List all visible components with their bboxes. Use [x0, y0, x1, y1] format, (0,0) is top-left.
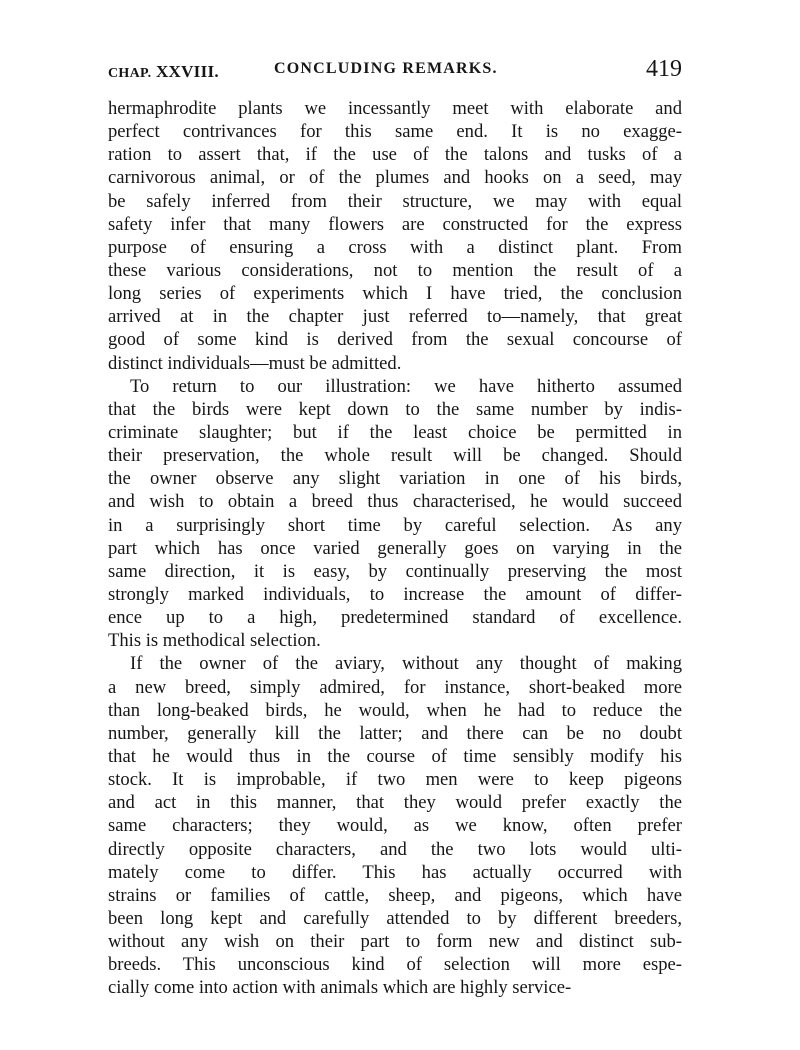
text-line: To return to our illustration: we have hitherto assumed: [130, 375, 682, 397]
text-line: This is methodical selection.: [108, 630, 321, 652]
text-line: number, generally kill the latter; and there can be no doubt: [108, 722, 682, 744]
text-line: stock. It is improbable, if two men were to keep pigeons: [108, 769, 682, 791]
text-line: long series of experiments which I have tried, the conclusion: [108, 283, 682, 305]
text-line: and wish to obtain a breed thus characterised, he would succeed: [108, 491, 682, 513]
paragraph: [108, 375, 682, 653]
text-line: ence up to a high, predetermined standard of excellence.: [108, 607, 682, 629]
text-line: perfect contrivances for this same end. It is no exagge-: [108, 121, 682, 143]
text-line: same characters; they would, as we know, often prefer: [108, 815, 682, 837]
body-text: [108, 97, 682, 999]
text-line: cially come into action with animals which are highly service-: [108, 977, 572, 999]
text-line: mately come to differ. This has actually occurred with: [108, 861, 682, 883]
text-line: directly opposite characters, and the two lots would ulti-: [108, 838, 682, 860]
text-line: distinct individuals—must be admitted.: [108, 352, 402, 374]
chapter-heading: [108, 62, 219, 82]
paragraph: [108, 97, 682, 375]
text-line: ration to assert that, if the use of the talons and tusks of a: [108, 144, 682, 166]
text-line: breeds. This unconscious kind of selection will more espe-: [108, 954, 682, 976]
text-line: in a surprisingly short time by careful selection. As any: [108, 514, 682, 536]
text-line: their preservation, the whole result will be changed. Should: [108, 445, 682, 467]
page-header: [108, 54, 682, 88]
text-line: and act in this manner, that they would prefer exactly the: [108, 792, 682, 814]
paragraph: [108, 652, 682, 999]
text-line: same direction, it is easy, by continually preserving the most: [108, 560, 682, 582]
text-line: safety infer that many flowers are constructed for the express: [108, 213, 682, 235]
text-line: these various considerations, not to mention the result of a: [108, 259, 682, 281]
text-line: that he would thus in the course of time sensibly modify his: [108, 745, 682, 767]
running-title: CONCLUDING REMARKS.: [274, 60, 498, 77]
chapter-label: CHAP.: [108, 66, 152, 81]
text-line: a new breed, simply admired, for instance, short-beaked more: [108, 676, 682, 698]
chapter-number: XXVIII.: [155, 62, 219, 81]
page-number: 419: [646, 56, 682, 82]
text-line: hermaphrodite plants we incessantly meet with elaborate and: [108, 98, 682, 119]
text-line: without any wish on their part to form new and distinct sub-: [108, 931, 682, 953]
text-line: strains or families of cattle, sheep, and pigeons, which have: [108, 884, 682, 906]
text-line: be safely inferred from their structure, we may with equal: [108, 190, 682, 212]
text-line: purpose of ensuring a cross with a distinct plant. From: [108, 236, 682, 258]
text-line: the owner observe any slight variation in one of his birds,: [108, 468, 682, 490]
text-line: strongly marked individuals, to increase the amount of differ-: [108, 583, 682, 605]
text-line: arrived at in the chapter just referred to—namely, that great: [108, 306, 682, 328]
text-line: criminate slaughter; but if the least choice be permitted in: [108, 421, 682, 443]
text-line: than long-beaked birds, he would, when he had to reduce the: [108, 699, 682, 721]
text-line: good of some kind is derived from the sexual concourse of: [108, 329, 682, 351]
text-line: been long kept and carefully attended to by different breeders,: [108, 907, 682, 929]
text-line: If the owner of the aviary, without any thought of making: [130, 653, 682, 675]
text-line: part which has once varied generally goes on varying in the: [108, 537, 682, 559]
text-line: carnivorous animal, or of the plumes and hooks on a seed, may: [108, 167, 682, 189]
text-line: that the birds were kept down to the same number by indis-: [108, 398, 682, 420]
